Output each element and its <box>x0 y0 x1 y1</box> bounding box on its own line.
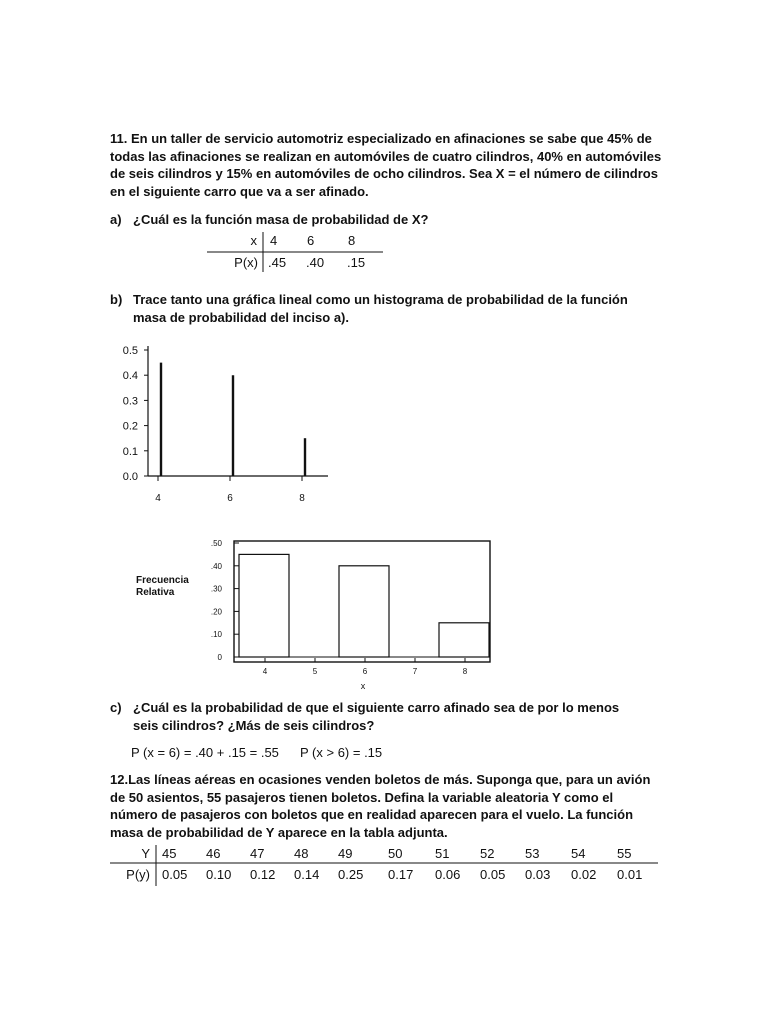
histogram-ylabel-line1: Frecuencia <box>136 575 189 586</box>
histogram-xlabel: x <box>360 681 366 691</box>
histogram-chart <box>200 533 500 693</box>
q11c-answer1: P (x = 6) = .40 + .15 = .55 <box>131 745 279 760</box>
q12-intro: 12.Las líneas aéreas en ocasiones venden boletos de más. Suponga que, para un avión de 50 asientos, 55 pasajeros tienen boletos. Defina la variable aleatoria Y como el número de pasajeros con boletos que en realidad aparecen para el vuelo. La función masa de probabilidad de Y aparece en la tabla adjunta. <box>110 772 651 840</box>
table-x-head: x <box>250 233 257 248</box>
table-py-value: 0.14 <box>294 867 320 882</box>
y-tick-label: 0.5 <box>122 345 138 357</box>
q11b-label: b) <box>110 292 123 307</box>
table-x-val-4: 4 <box>270 233 278 248</box>
line-graph-x-ticks <box>155 476 305 504</box>
y-tick-label: 0.1 <box>122 445 138 458</box>
line-graph-axes <box>148 346 328 476</box>
table-py-value: 0.02 <box>571 867 597 882</box>
table-y-value: 49 <box>338 846 353 861</box>
histogram-bar <box>339 566 389 657</box>
table-py-value: 0.17 <box>388 867 414 882</box>
table-y-value: 48 <box>294 846 309 861</box>
table-y-value: 50 <box>388 846 403 861</box>
table-x-val-8: 8 <box>348 233 356 248</box>
table-y-value: 53 <box>525 846 540 861</box>
table-py-head: P(y) <box>126 867 150 882</box>
histogram-y-ticks <box>211 539 239 662</box>
pmf-table-x <box>207 230 383 279</box>
y-tick-label: .50 <box>210 539 222 548</box>
table-y-value: 52 <box>480 846 495 861</box>
y-tick-label: 0 <box>217 653 222 662</box>
table-px-head: P(x) <box>234 255 258 270</box>
y-tick-label: 0.4 <box>122 370 138 383</box>
table-px-val-6: .40 <box>306 255 325 270</box>
q11c-answer2: P (x > 6) = .15 <box>300 745 383 760</box>
pmf-table-y <box>110 844 658 888</box>
histogram-bars <box>239 554 489 657</box>
y-tick-label: .30 <box>210 584 222 594</box>
x-tick-label: 7 <box>412 667 418 676</box>
table-py-value: 0.01 <box>617 867 643 882</box>
table-py-value: 0.10 <box>206 867 232 882</box>
q11b-text: Trace tanto una gráfica lineal como un histograma de probabilidad de la función masa de probabilidad del inciso a). <box>133 292 628 325</box>
table-py-value: 0.03 <box>525 867 551 882</box>
y-tick-label: .40 <box>210 561 222 571</box>
y-tick-label: 0.0 <box>122 471 138 483</box>
table-y-value: 55 <box>617 846 632 861</box>
table-py-value: 0.25 <box>338 867 364 882</box>
table-x-val-6: 6 <box>307 233 315 248</box>
q11c-label: c) <box>110 700 122 715</box>
y-tick-label: .20 <box>210 607 222 617</box>
table-px-val-8: .15 <box>347 255 366 270</box>
line-graph-chart <box>110 334 350 510</box>
table-y-value: 54 <box>571 846 586 861</box>
table-y-value: 51 <box>435 846 450 861</box>
x-tick-label: 6 <box>362 667 368 676</box>
x-tick-label: 6 <box>227 493 233 504</box>
y-tick-label: 0.2 <box>122 420 138 433</box>
y-tick-label: 0.3 <box>122 395 138 408</box>
table-y-head: Y <box>141 846 150 861</box>
table-y-value: 47 <box>250 846 265 861</box>
q11a-text: ¿Cuál es la función masa de probabilidad de X? <box>133 212 429 227</box>
table-y-value: 46 <box>206 846 221 861</box>
q11-intro: 11. En un taller de servicio automotriz especializado en afinaciones se sabe que 45% de todas las afinaciones se realizan en automóviles de cuatro cilindros, 40% en automóviles de seis cilindros y 15% en automóviles de ocho cilindros. Sea X = el número de cilindros en el siguiente carro que va a ser afinado. <box>110 131 662 199</box>
q11c-text: ¿Cuál es la probabilidad de que el siguiente carro afinado sea de por lo menos seis cilindros? ¿Más de seis cilindros? <box>133 700 620 733</box>
x-tick-label: 4 <box>262 667 268 676</box>
histogram-bar <box>239 554 289 657</box>
table-py-value: 0.05 <box>480 867 506 882</box>
x-tick-label: 5 <box>312 667 318 676</box>
table-y-value: 45 <box>162 846 177 861</box>
y-tick-label: .10 <box>210 630 222 640</box>
table-py-value: 0.06 <box>435 867 461 882</box>
table-py-value: 0.12 <box>250 867 276 882</box>
histogram-ylabel-line2: Relativa <box>136 587 175 598</box>
line-graph-y-ticks <box>123 345 148 483</box>
line-graph-marks <box>161 363 305 476</box>
histogram-x-ticks <box>263 658 468 691</box>
histogram-bar <box>439 623 489 657</box>
table-px-val-4: .45 <box>268 255 287 270</box>
q11a-label: a) <box>110 212 122 227</box>
x-tick-label: 8 <box>462 667 468 676</box>
x-tick-label: 8 <box>299 493 305 504</box>
histogram-ylabel <box>136 575 189 599</box>
x-tick-label: 4 <box>155 493 161 504</box>
table-py-value: 0.05 <box>162 867 188 882</box>
